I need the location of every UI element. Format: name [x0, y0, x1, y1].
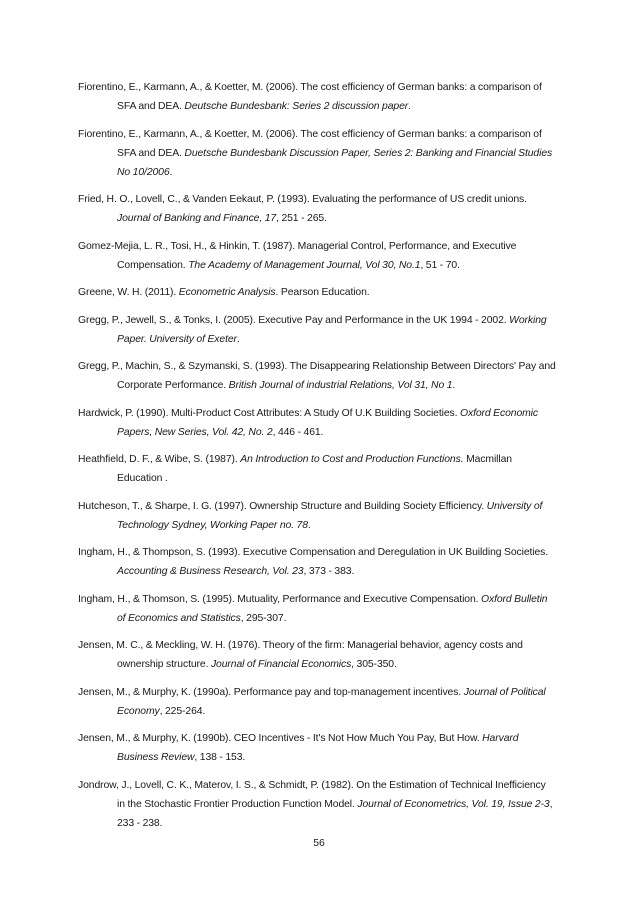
reference-suffix: , 373 - 383. [303, 566, 355, 577]
reference-entry [78, 683, 556, 721]
reference-entry [78, 404, 556, 442]
reference-text: Jensen, M., & Murphy, K. (1990a). Performance pay and top-management incentives. [78, 686, 464, 698]
reference-suffix: . [408, 101, 411, 112]
reference-text: Fiorentino, E., Karmann, A., & Koetter, M. (2006). The cost efficiency of German banks: a comparison of SFA and DEA. [78, 128, 542, 159]
page-number: 56 [313, 838, 325, 849]
reference-text: Jensen, M. C., & Meckling, W. H. (1976). Theory of the firm: Managerial behavior, agency costs and ownership structure. [78, 640, 523, 670]
reference-suffix: . [169, 166, 173, 178]
reference-suffix: . Pearson Education. [275, 287, 370, 298]
reference-suffix: Macmillan Education . [117, 454, 512, 484]
reference-source: Oxford Economic Papers, New Series, Vol. 42, No. 2 [117, 407, 538, 438]
reference-source: Journal of Banking and Finance, 17 [117, 213, 277, 224]
reference-text: Gomez-Mejia, L. R., Tosi, H., & Hinkin, T. (1987). Managerial Control, Performance, and Executive Compensation. [78, 240, 517, 271]
reference-source: Journal of Econometrics, Vol. 19, Issue 2-3 [357, 798, 550, 810]
reference-text: Hutcheson, T., & Sharpe, I. G. (1997). Ownership Structure and Building Society Efficiency. [78, 500, 487, 512]
reference-suffix: , 251 - 265. [276, 213, 327, 224]
reference-suffix: , 305-350. [351, 659, 397, 670]
reference-text: Jensen, M., & Murphy, K. (1990b). CEO Incentives - It's Not How Much You Pay, But How. [78, 733, 483, 744]
reference-text: Greene, W. H. (2011). [78, 287, 179, 298]
reference-text: Jondrow, J., Lovell, C. K., Materov, I. S., & Schmidt, P. (1982). On the Estimation of Technical Inefficiency in the Stochastic Frontier Production Function Model. [78, 779, 546, 810]
reference-source: Duetsche Bundesbank Discussion Paper, Series 2: Banking and Financial Studies No 10/2006 [117, 147, 553, 178]
reference-suffix: , 233 - 238. [117, 798, 553, 829]
reference-source: British Journal of industrial Relations, Vol 31, No 1 [228, 380, 453, 391]
reference-suffix: , 225-264. [159, 705, 206, 717]
reference-suffix: . [307, 519, 311, 531]
reference-entry [78, 311, 556, 349]
reference-text: Fiorentino, E., Karmann, A., & Koetter, M. (2006). The cost efficiency of German banks: a comparison of SFA and DEA. [78, 82, 542, 112]
reference-text: Ingham, H., & Thompson, S. (1993). Executive Compensation and Deregulation in UK Building Societies. [78, 547, 549, 558]
reference-list [78, 78, 556, 841]
reference-source: Deutsche Bundesbank: Series 2 discussion paper [184, 101, 409, 112]
reference-suffix: , 138 - 153. [194, 752, 246, 763]
reference-suffix: , 295-307. [240, 612, 287, 624]
reference-suffix: . [452, 380, 456, 391]
reference-text: Heathfield, D. F., & Wibe, S. (1987). [78, 454, 241, 465]
reference-source: The Academy of Management Journal, Vol 30, No.1 [188, 259, 421, 271]
reference-text: Gregg, P., Machin, S., & Szymanski, S. (1993). The Disappearing Relationship Between Directors' Pay and Corporate Performance. [78, 361, 556, 391]
reference-entry [78, 190, 556, 228]
reference-text: Fried, H. O., Lovell, C., & Vanden Eekaut, P. (1993). Evaluating the performance of US credit unions. [78, 194, 527, 205]
reference-suffix: . [236, 333, 240, 345]
reference-source: An Introduction to Cost and Production Functions. [240, 454, 464, 465]
reference-source: Oxford Bulletin of Economics and Statistics [117, 593, 548, 624]
reference-suffix: , 446 - 461. [272, 426, 324, 438]
reference-source: Harvard Business Review [117, 733, 519, 763]
reference-suffix: , 51 - 70. [420, 259, 460, 271]
reference-entry [78, 283, 556, 302]
reference-source: Econometric Analysis [178, 287, 276, 298]
reference-source: University of Technology Sydney, Working Paper no. 78 [117, 500, 543, 531]
reference-entry [78, 497, 556, 535]
reference-entry [78, 543, 556, 581]
reference-entry [78, 237, 556, 275]
reference-entry [78, 357, 556, 395]
reference-entry [78, 125, 556, 182]
reference-source: Journal of Political Economy [117, 686, 546, 717]
reference-entry [78, 78, 556, 116]
reference-text: Ingham, H., & Thomson, S. (1995). Mutuality, Performance and Executive Compensation. [78, 593, 482, 605]
reference-source: Working Paper. University of Exeter [117, 314, 547, 345]
reference-source: Journal of Financial Economics [210, 659, 352, 670]
reference-text: Gregg, P., Jewell, S., & Tonks, I. (2005). Executive Pay and Performance in the UK 1994 - 2002. [78, 314, 510, 326]
reference-source: Accounting & Business Research, Vol. 23 [117, 566, 304, 577]
reference-text: Hardwick, P. (1990). Multi-Product Cost Attributes: A Study Of U.K Building Societies. [78, 407, 460, 419]
reference-entry [78, 776, 556, 833]
reference-entry [78, 450, 556, 488]
reference-entry [78, 590, 556, 628]
reference-entry [78, 729, 556, 767]
reference-entry [78, 636, 556, 674]
